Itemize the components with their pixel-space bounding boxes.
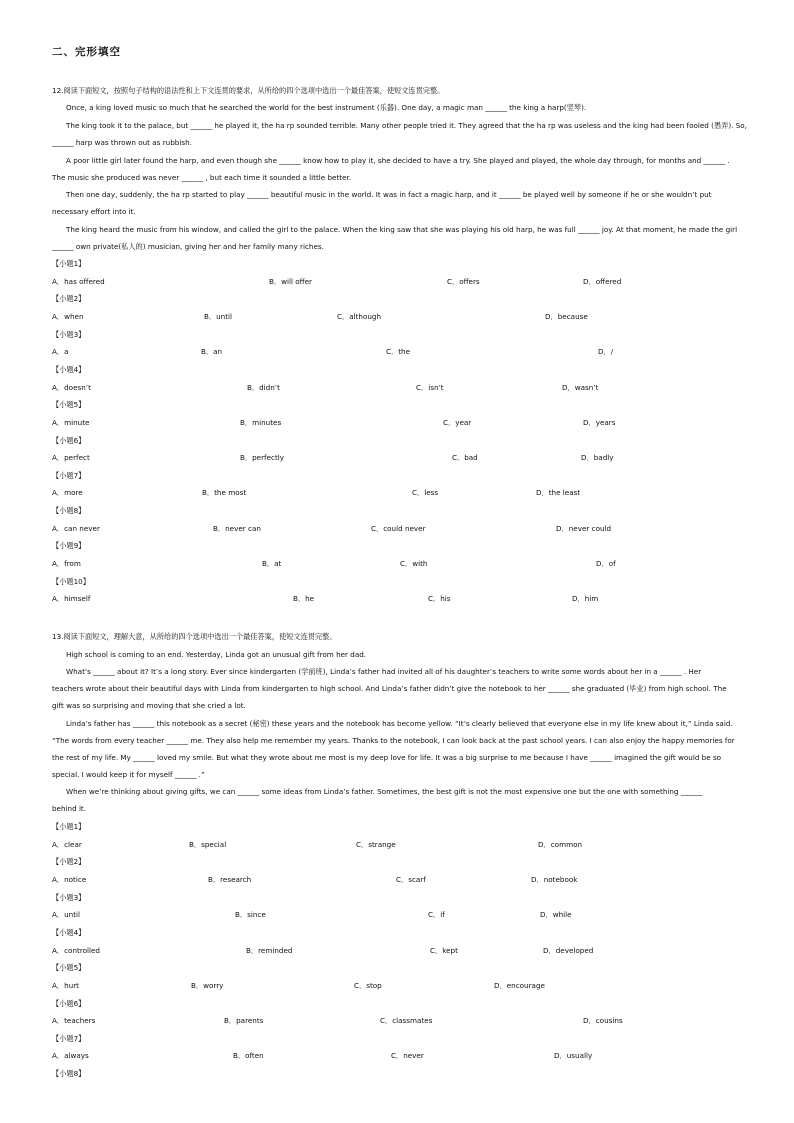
q13-instruction: 13.阅读下面短文，理解大意，从所给的四个选项中选出一个最佳答案，使短文连贯完整。 (52, 632, 337, 641)
q13-passage-line: High school is coming to an end. Yesterday, Linda got an unusual gift from her dad. (66, 650, 367, 659)
q13-4-option-b[interactable]: B．reminded (246, 946, 293, 955)
q12-item-label: 【小题1】 (52, 259, 86, 268)
q12-2-option-c[interactable]: C．although (337, 312, 382, 321)
q12-passage-line: The music she produced was never ______ , but each time it sounded a little better. (52, 173, 352, 182)
q12-3-option-c[interactable]: C．the (386, 347, 411, 356)
q13-3-option-d[interactable]: D．while (540, 910, 572, 919)
q12-item-label: 【小题6】 (52, 436, 86, 445)
q12-1-option-b[interactable]: B．will offer (269, 277, 312, 286)
q12-4-option-c[interactable]: C．isn’t (416, 383, 444, 392)
q12-4-option-d[interactable]: D．wasn’t (562, 383, 599, 392)
q12-9-option-d[interactable]: D．of (596, 559, 616, 568)
q12-9-option-a[interactable]: A．from (52, 559, 81, 568)
q12-5-option-a[interactable]: A．minute (52, 418, 90, 427)
q12-5-option-d[interactable]: D．years (583, 418, 616, 427)
q12-10-option-b[interactable]: B．he (293, 594, 315, 603)
q13-6-option-b[interactable]: B．parents (224, 1016, 264, 1025)
q12-10-option-a[interactable]: A．himself (52, 594, 91, 603)
q12-item-label: 【小题3】 (52, 330, 86, 339)
q13-6-option-a[interactable]: A．teachers (52, 1016, 96, 1025)
q12-3-option-d[interactable]: D．/ (598, 347, 614, 356)
q13-passage-line: special. I would keep it for myself ______ .” (52, 770, 205, 779)
q12-8-option-c[interactable]: C．could never (371, 524, 426, 533)
q12-2-option-a[interactable]: A．when (52, 312, 84, 321)
q13-1-option-c[interactable]: C．strange (356, 840, 396, 849)
q13-1-option-d[interactable]: D．common (538, 840, 583, 849)
q12-4-option-b[interactable]: B．didn’t (247, 383, 280, 392)
q12-10-option-c[interactable]: C．his (428, 594, 451, 603)
q13-2-option-a[interactable]: A．notice (52, 875, 87, 884)
q13-7-option-b[interactable]: B．often (233, 1051, 264, 1060)
q13-passage-line: behind it. (52, 804, 87, 813)
q13-1-option-b[interactable]: B．special (189, 840, 227, 849)
q12-2-option-b[interactable]: B．until (204, 312, 233, 321)
q13-item-label: 【小题2】 (52, 857, 86, 866)
q13-passage-line: teachers wrote about their beautiful days with Linda from kindergarten to high school. And Linda’s father didn’t give the notebook to her ______ she graduated (毕业) from high school. The (52, 684, 727, 693)
q12-8-option-a[interactable]: A．can never (52, 524, 100, 533)
q13-7-option-d[interactable]: D．usually (554, 1051, 593, 1060)
q13-passage-line: gift was so surprising and moving that she cried a lot. (52, 701, 246, 710)
q13-item-label: 【小题3】 (52, 893, 86, 902)
q12-2-option-d[interactable]: D．because (545, 312, 588, 321)
q13-passage-line: Linda’s father has ______ this notebook as a secret (秘密) these years and the notebook has become yellow. “It’s clearly believed that everyone else in my life knew about it,” Linda said. (66, 719, 733, 728)
q13-3-option-a[interactable]: A．until (52, 910, 81, 919)
q13-passage-line: “The words from every teacher ______ me. They also help me remember my years. Thanks to the notebook, I can look back at the past school years. I can also enjoy the happy memories for (52, 736, 735, 745)
q13-5-option-d[interactable]: D．encourage (494, 981, 545, 990)
q12-5-option-c[interactable]: C．year (443, 418, 472, 427)
q13-3-option-b[interactable]: B．since (235, 910, 266, 919)
q12-10-option-d[interactable]: D．him (572, 594, 599, 603)
q12-passage-line: ______ own private(私人的) musician, giving her and her family many riches. (52, 242, 324, 251)
q13-3-option-c[interactable]: C．if (428, 910, 445, 919)
section-title: 二、完形填空 (52, 46, 121, 58)
q12-instruction: 12.阅读下面短文，按照句子结构的语法性和上下文连贯的要求，从所给的四个选项中选出一个最佳答案，使短文连贯完整。 (52, 86, 445, 95)
q13-item-label: 【小题5】 (52, 963, 86, 972)
q12-6-option-a[interactable]: A．perfect (52, 453, 90, 462)
q13-4-option-d[interactable]: D．developed (543, 946, 594, 955)
q13-4-option-c[interactable]: C．kept (430, 946, 458, 955)
q12-passage-line: Then one day, suddenly, the ha rp started to play ______ beautiful music in the world. It was in fact a magic harp, and it ______ be played well by someone if he or she wouldn’t put (66, 190, 712, 199)
q12-item-label: 【小题10】 (52, 577, 90, 586)
q12-item-label: 【小题9】 (52, 541, 86, 550)
q13-4-option-a[interactable]: A．controlled (52, 946, 100, 955)
q12-9-option-c[interactable]: C．with (400, 559, 428, 568)
q12-6-option-b[interactable]: B．perfectly (240, 453, 285, 462)
q13-5-option-b[interactable]: B．worry (191, 981, 224, 990)
q12-passage-line: The king took it to the palace, but ______ he played it, the ha rp sounded terrible. Many other people tried it. They agreed that the ha rp was useless and the king had been fooled (愚弄). So, (66, 121, 747, 130)
q13-6-option-c[interactable]: C．classmates (380, 1016, 433, 1025)
q12-passage-line: Once, a king loved music so much that he searched the world for the best instrument (乐器). One day, a magic man ______ the king a harp(竖琴). (66, 103, 587, 112)
q12-6-option-d[interactable]: D．badly (581, 453, 614, 462)
q13-2-option-d[interactable]: D．notebook (531, 875, 578, 884)
q12-7-option-b[interactable]: B．the most (202, 488, 247, 497)
q12-6-option-c[interactable]: C．bad (452, 453, 478, 462)
q13-5-option-a[interactable]: A．hurt (52, 981, 79, 990)
q12-item-label: 【小题7】 (52, 471, 86, 480)
q13-passage-line: the rest of my life. My ______ loved my smile. But what they wrote about me most is my deep love for life. It was a big surprise to me because I have ______ imagined the gift would be so (52, 753, 722, 762)
q12-7-option-c[interactable]: C．less (412, 488, 439, 497)
q12-5-option-b[interactable]: B．minutes (240, 418, 282, 427)
q13-7-option-a[interactable]: A．always (52, 1051, 89, 1060)
q12-item-label: 【小题4】 (52, 365, 86, 374)
q12-8-option-b[interactable]: B．never can (213, 524, 261, 533)
q13-item-label: 【小题4】 (52, 928, 86, 937)
q13-item-label: 【小题1】 (52, 822, 86, 831)
q12-7-option-d[interactable]: D．the least (536, 488, 581, 497)
q12-4-option-a[interactable]: A．doesn’t (52, 383, 91, 392)
q13-item-label: 【小题7】 (52, 1034, 86, 1043)
q12-item-label: 【小题8】 (52, 506, 86, 515)
q12-1-option-c[interactable]: C．offers (447, 277, 480, 286)
q12-8-option-d[interactable]: D．never could (556, 524, 612, 533)
q12-passage-line: The king heard the music from his window, and called the girl to the palace. When the king saw that she was playing his old harp, he was full ______ joy. At that moment, he made the girl (66, 225, 738, 234)
q13-2-option-b[interactable]: B．research (208, 875, 252, 884)
q13-passage-line: What’s ______ about it? It’s a long story. Ever since kindergarten (学前班), Linda’s father had invited all of his daughter’s teachers to write some words about her in a ______ . Her (66, 667, 702, 676)
q12-1-option-a[interactable]: A．has offered (52, 277, 105, 286)
q13-6-option-d[interactable]: D．cousins (583, 1016, 623, 1025)
q12-passage-line: ______ harp was thrown out as rubbish. (52, 138, 192, 147)
q13-item-label: 【小题6】 (52, 999, 86, 1008)
q12-item-label: 【小题5】 (52, 400, 86, 409)
q12-passage-line: A poor little girl later found the harp, and even though she ______ know how to play it, she decided to have a try. She played and played, the whole day through, for months and ______ . (66, 156, 730, 165)
q12-3-option-a[interactable]: A．a (52, 347, 69, 356)
q12-1-option-d[interactable]: D．offered (583, 277, 622, 286)
q12-item-label: 【小题2】 (52, 294, 86, 303)
q13-7-option-c[interactable]: C．never (391, 1051, 424, 1060)
q12-3-option-b[interactable]: B．an (201, 347, 223, 356)
q13-2-option-c[interactable]: C．scarf (396, 875, 426, 884)
q12-passage-line: necessary effort into it. (52, 207, 136, 216)
q13-item-label: 【小题8】 (52, 1069, 86, 1078)
q13-1-option-a[interactable]: A．clear (52, 840, 82, 849)
q13-passage-line: When we’re thinking about giving gifts, we can ______ some ideas from Linda’s father. Sometimes, the best gift is not the most expensive one but the one with something ______ (66, 787, 703, 796)
q12-7-option-a[interactable]: A．more (52, 488, 83, 497)
q13-5-option-c[interactable]: C．stop (354, 981, 382, 990)
q12-9-option-b[interactable]: B．at (262, 559, 282, 568)
